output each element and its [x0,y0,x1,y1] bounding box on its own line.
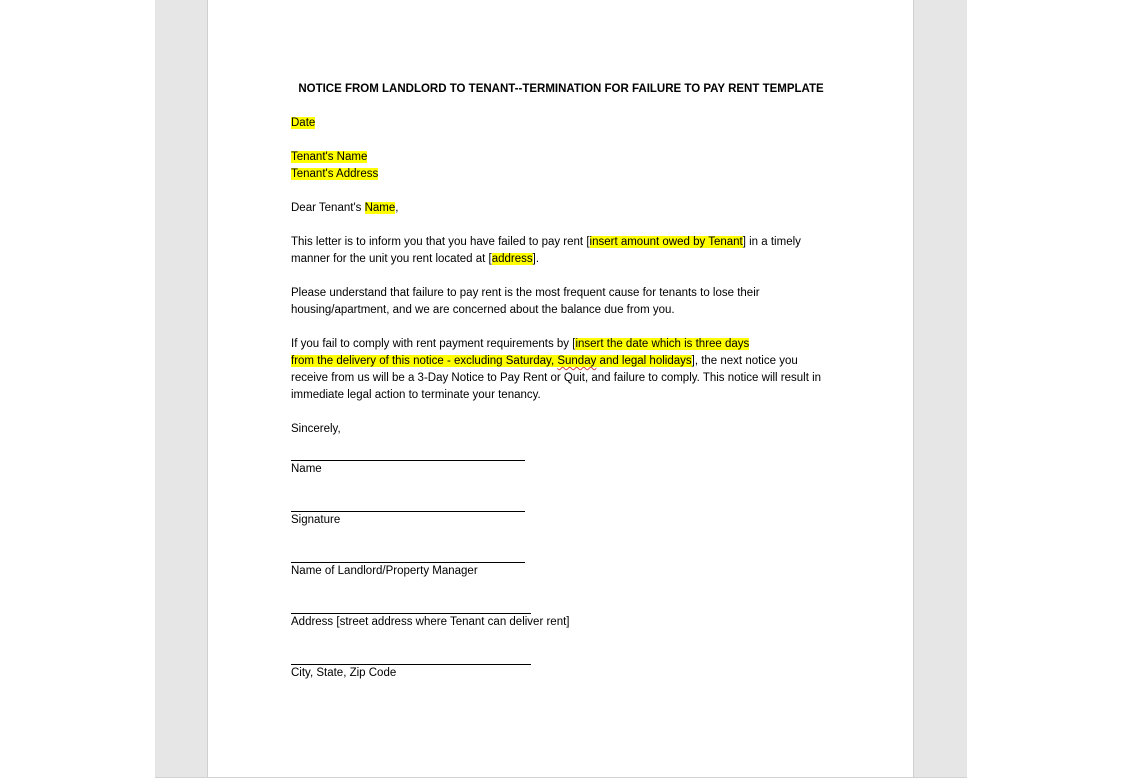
salutation [291,200,836,217]
date-field: Date [291,117,316,129]
document-title: NOTICE FROM LANDLORD TO TENANT--TERMINATION FOR FAILURE TO PAY RENT TEMPLATE [298,83,824,95]
para1-text-c: ]. [532,253,540,265]
tenant-name-field: Tenant's Name [291,151,368,163]
tenant-block [291,149,836,183]
landlord-address-line-label: Address [street address where Tenant can deliver rent] [291,616,570,628]
salutation-prefix: Dear Tenant's [291,202,365,214]
paragraph-1 [291,234,836,268]
unit-address-field: address [491,253,533,265]
deadline-field-part-2: from the delivery of this notice - excluding Saturday, [291,355,558,367]
amount-owed-field: insert amount owed by Tenant [589,236,743,248]
deadline-field-part-1: insert the date which is three days [575,338,750,350]
landlord-address-line[interactable] [291,591,531,614]
date-paragraph [291,115,836,132]
signature-block [291,438,836,682]
paragraph-2: Please understand that failure to pay rent is the most frequent cause for tenants to lose their housing/apartment, and we are concerned about the balance due from you. [291,287,760,316]
name-signature-line[interactable] [291,438,525,461]
document-page[interactable] [207,0,914,777]
deadline-field-sunday: Sunday [557,355,597,367]
document-body[interactable] [291,81,836,693]
para3-text-a: If you fail to comply with rent payment requirements by [ [291,338,576,350]
closing: Sincerely, [291,423,341,435]
salutation-suffix: , [395,202,399,214]
para3-text-b: ], the next notice you receive from us will be a 3-Day Notice to Pay Rent or Quit, and failure to comply. This notice will result in immediate legal action to terminate your tenancy. [291,355,822,401]
tenant-address-field: Tenant's Address [291,168,379,180]
landlord-name-line-label: Name of Landlord/Property Manager [291,565,478,577]
para1-text-a: This letter is to inform you that you have failed to pay rent [ [291,236,590,248]
paragraph-3 [291,336,836,404]
landlord-name-line[interactable] [291,540,525,563]
name-line-label: Name [291,463,322,475]
signature-line[interactable] [291,489,525,512]
city-state-zip-line[interactable] [291,642,531,665]
para1-text-b: ] in a timely manner for the unit you rent located at [ [291,236,801,265]
city-state-zip-line-label: City, State, Zip Code [291,667,397,679]
salutation-name-field: Name [364,202,396,214]
deadline-field-part-3: and legal holidays [596,355,692,367]
signature-line-label: Signature [291,514,341,526]
